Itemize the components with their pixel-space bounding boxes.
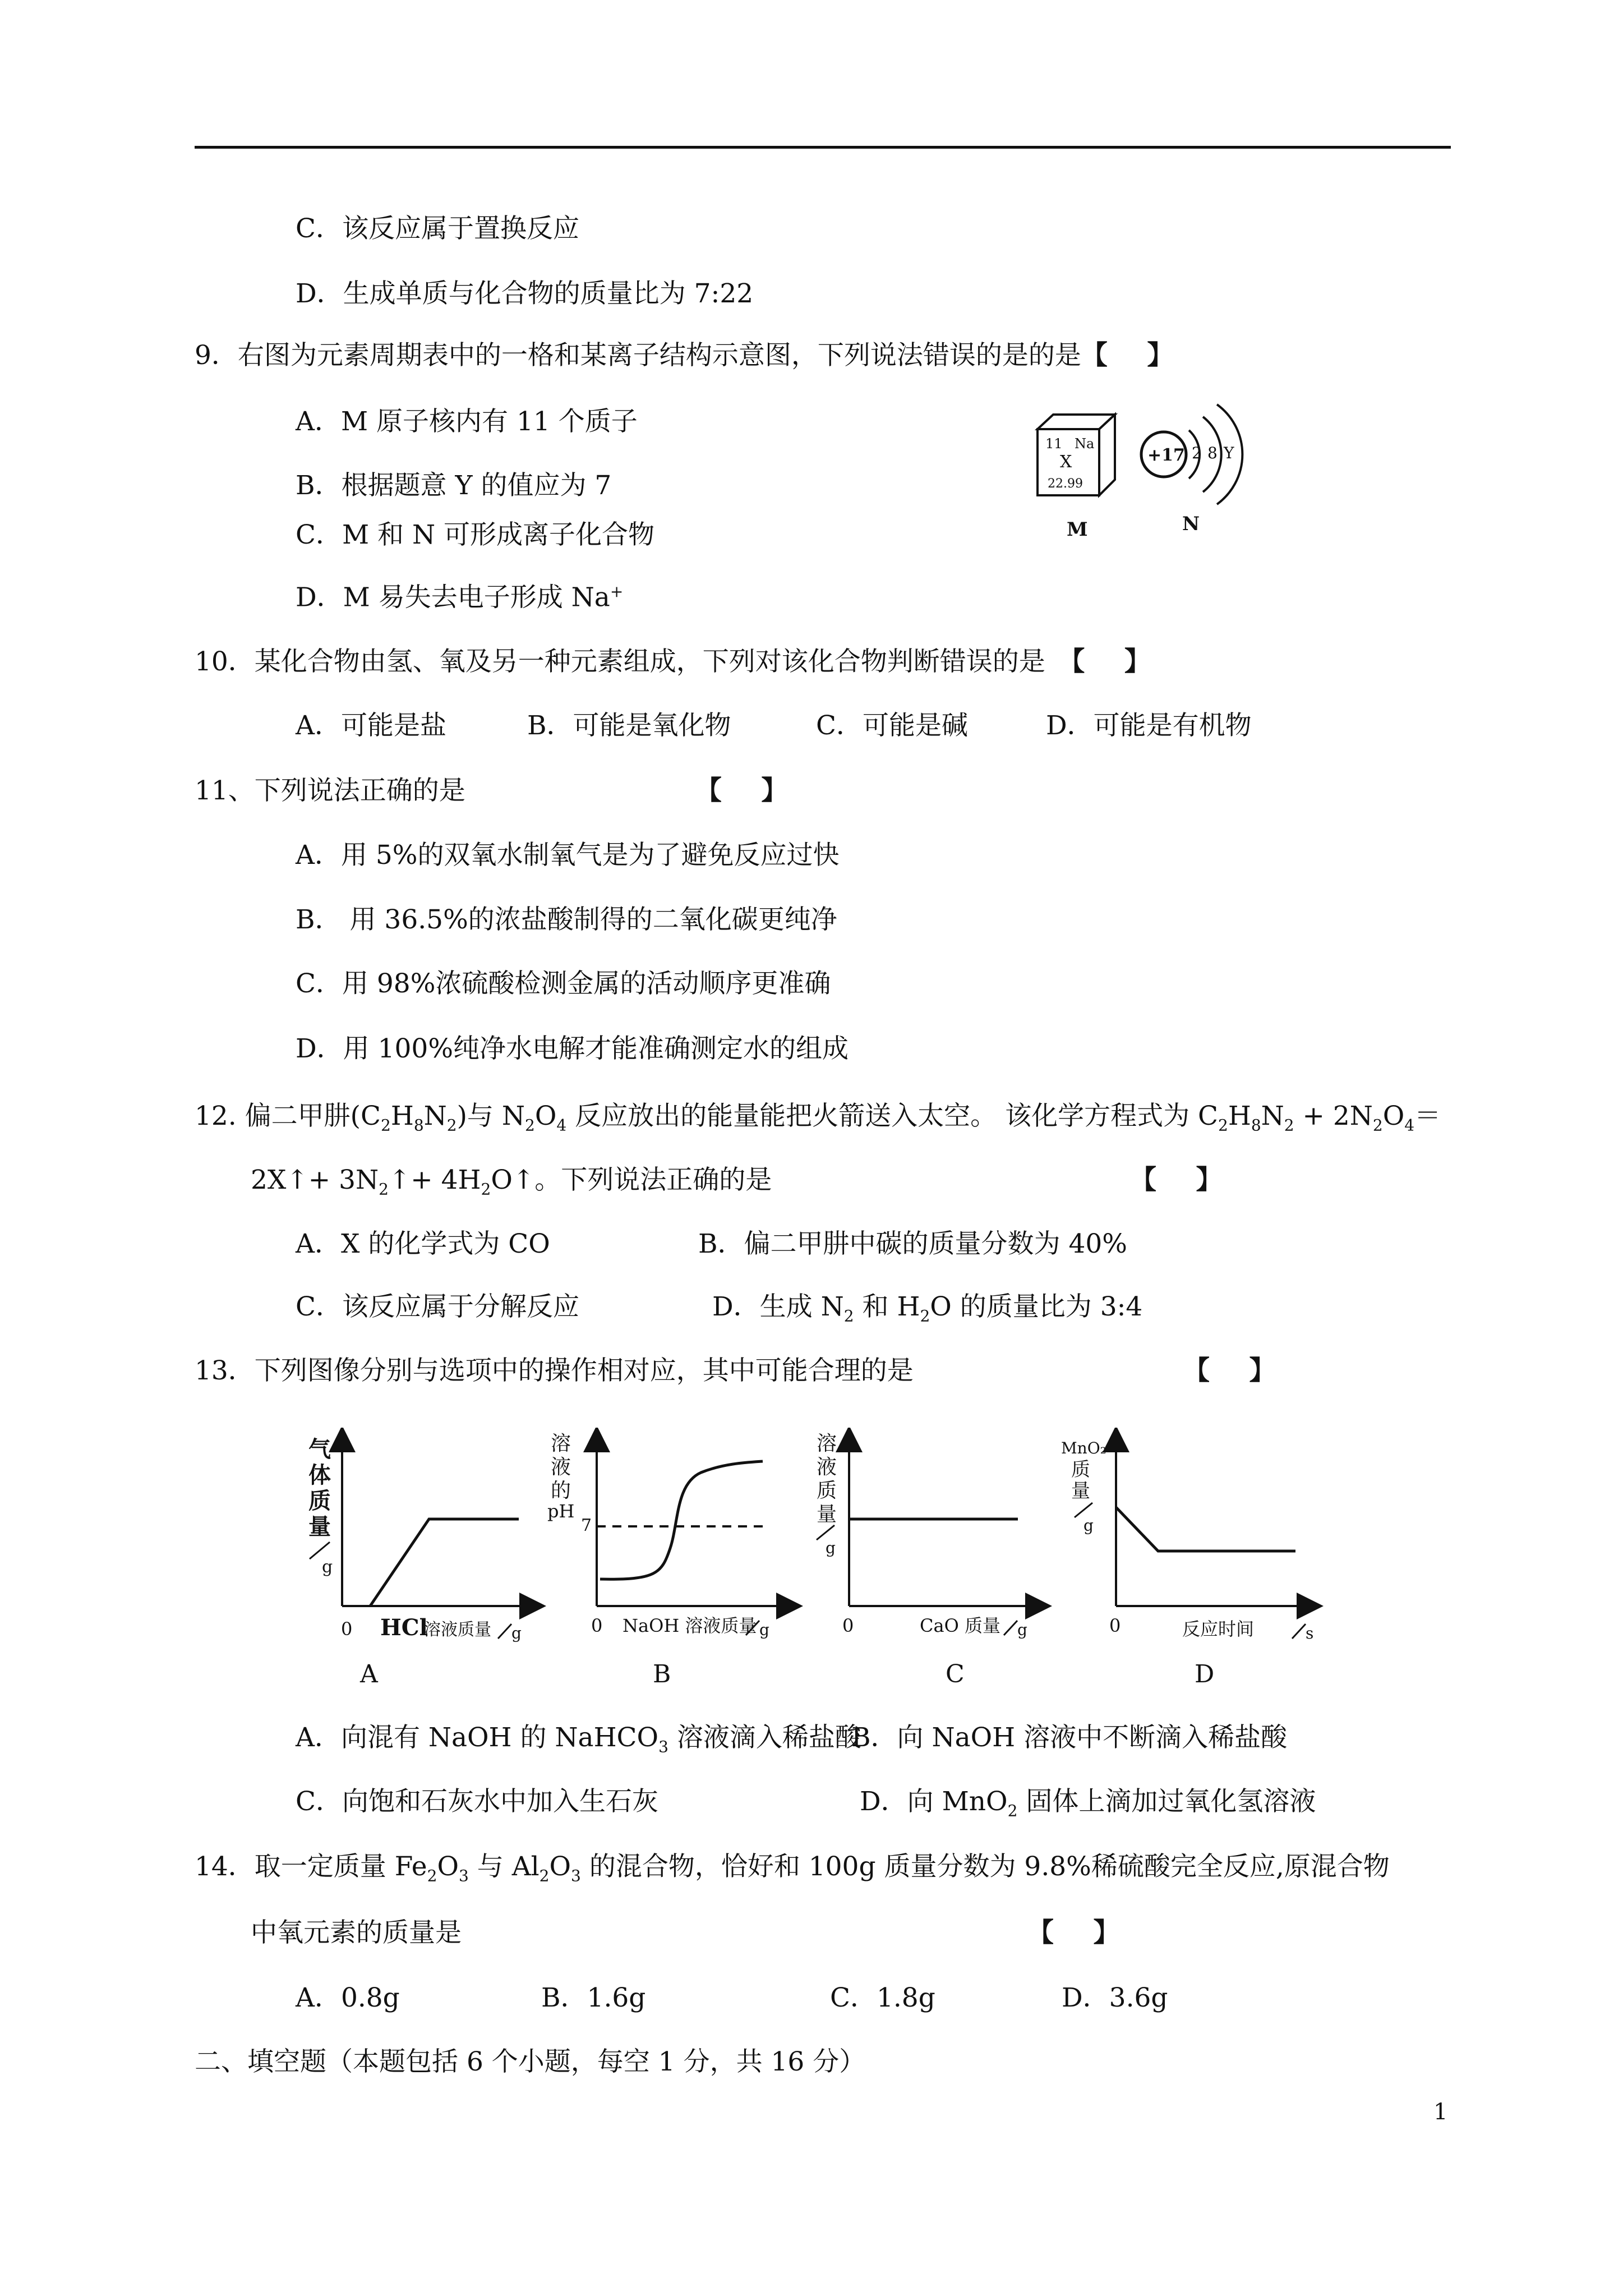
q11-option-b: B． 用 36.5%的浓盐酸制得的二氧化碳更纯净: [296, 904, 837, 935]
q10-option-a: A．可能是盐: [296, 710, 446, 741]
q12-option-a: A．X 的化学式为 CO: [296, 1228, 550, 1259]
q9-option-d: D．M 易失去电子形成 Na+: [296, 582, 624, 613]
q12-answer-bracket: 【 】: [1130, 1165, 1223, 1195]
shell-2-count: 8: [1207, 444, 1218, 462]
svg-text:液: 液: [551, 1456, 571, 1479]
q8-option-c: C．该反应属于置换反应: [296, 213, 579, 244]
q10-option-b: B．可能是氧化物: [527, 710, 731, 741]
graph-b-curve: [600, 1461, 763, 1579]
ion-structure: [1141, 404, 1242, 504]
q9-option-a: A．M 原子核内有 11 个质子: [296, 406, 638, 437]
svg-text:质: 质: [308, 1488, 331, 1514]
q14-option-b: B．1.6g: [541, 1982, 646, 2013]
graph-a-curve: [370, 1519, 519, 1606]
svg-text:g: g: [511, 1624, 522, 1642]
svg-text:的: 的: [551, 1479, 571, 1502]
svg-text:A: A: [360, 1660, 378, 1688]
svg-text:0: 0: [341, 1618, 353, 1640]
cell-number: 11: [1045, 436, 1063, 452]
svg-text:D: D: [1195, 1660, 1215, 1688]
q13-option-c: C．向饱和石灰水中加入生石灰: [296, 1786, 658, 1817]
q12-option-c: C．该反应属于分解反应: [296, 1291, 579, 1322]
header-rule: [195, 146, 1451, 149]
q9-stem: 9．右图为元素周期表中的一格和某离子结构示意图，下列说法错误的是的是【 】: [195, 340, 1174, 371]
svg-text:0: 0: [842, 1615, 854, 1636]
page-number: 1: [1433, 2099, 1448, 2125]
q13-stem: 13．下列图像分别与选项中的操作相对应，其中可能合理的是: [195, 1355, 914, 1386]
svg-text:液: 液: [817, 1456, 837, 1479]
nucleus-charge: +17: [1147, 445, 1185, 465]
svg-text:HCl: HCl: [380, 1614, 428, 1641]
svg-text:量: 量: [817, 1503, 837, 1526]
svg-text:质: 质: [1071, 1458, 1090, 1481]
q10-option-d: D．可能是有机物: [1046, 710, 1252, 741]
q10-stem: 10．某化合物由氢、氧及另一种元素组成，下列对该化合物判断错误的是 【 】: [195, 646, 1151, 677]
svg-text:NaOH 溶液质量: NaOH 溶液质量: [623, 1615, 757, 1636]
q13-option-b: B．向 NaOH 溶液中不断滴入稀盐酸: [851, 1722, 1288, 1753]
svg-text:g: g: [322, 1557, 333, 1577]
shell-1-count: 2: [1192, 444, 1202, 462]
svg-text:溶液质量: 溶液质量: [424, 1620, 491, 1640]
q11-option-c: C．用 98%浓硫酸检测金属的活动顺序更准确: [296, 968, 831, 999]
svg-text:气: 气: [308, 1436, 331, 1462]
cell-symbol: Na: [1075, 436, 1095, 452]
q14-line2: 中氧元素的质量是: [251, 1917, 462, 1948]
q14-option-c: C．1.8g: [830, 1982, 935, 2013]
svg-text:0: 0: [1109, 1615, 1121, 1636]
svg-text:pH: pH: [547, 1501, 575, 1522]
q14-answer-bracket: 【 】: [1027, 1917, 1120, 1948]
graph-b: [547, 1432, 790, 1688]
svg-text:C: C: [946, 1660, 965, 1688]
svg-text:量: 量: [308, 1513, 331, 1540]
svg-text:量: 量: [1071, 1480, 1090, 1502]
graph-c: [817, 1432, 1039, 1688]
q11-option-a: A．用 5%的双氧水制氧气是为了避免反应过快: [296, 840, 840, 871]
section-2-heading: 二、填空题（本题包括 6 个小题，每空 1 分，共 16 分）: [195, 2046, 866, 2077]
q13-graphs: [297, 1428, 1324, 1691]
q12-line1: 12. 偏二甲肼$(C_2H_8N_2)$与 $N_2O_4$ 反应放出的能量能把火箭送入太空。 该化学方程式为 $C_2H_8N_2 + 2N_2O_4=$: [195, 1101, 1441, 1135]
q9-option-b: B．根据题意 Y 的值应为 7: [296, 470, 612, 501]
q13-answer-bracket: 【 】: [1183, 1355, 1276, 1386]
svg-text:g: g: [759, 1621, 769, 1639]
periodic-table-cell: [1038, 415, 1115, 495]
q12-line2: 2X↑+ $3N_2↑+$ $4H_2O↑$。下列说法正确的是: [251, 1165, 772, 1199]
svg-text:质: 质: [817, 1479, 837, 1502]
graph-d-curve: [1116, 1507, 1295, 1551]
q14-option-a: A．0.8g: [296, 1982, 400, 2013]
q9-figure: [1021, 395, 1279, 547]
q9-option-c: C．M 和 N 可形成离子化合物: [296, 519, 655, 550]
label-m: M: [1067, 518, 1088, 541]
q13-option-d: D．向 MnO$_2$ 固体上滴加过氧化氢溶液: [860, 1786, 1316, 1820]
svg-text:0: 0: [591, 1615, 603, 1636]
q12-option-d: D．生成 $N_2$ 和 $H_2O$ 的质量比为 3:4: [712, 1291, 1143, 1326]
svg-text:s: s: [1306, 1624, 1314, 1642]
q12-option-b: B．偏二甲肼中碳的质量分数为 40%: [698, 1228, 1127, 1259]
svg-text:CaO 质量: CaO 质量: [920, 1615, 1000, 1636]
svg-text:g: g: [1017, 1621, 1027, 1639]
svg-text:MnO₂: MnO₂: [1061, 1439, 1106, 1457]
cell-mass: 22.99: [1048, 477, 1083, 491]
graph-a: [308, 1436, 533, 1688]
q11-option-d: D．用 100%纯净水电解才能准确测定水的组成: [296, 1033, 849, 1064]
svg-text:B: B: [653, 1660, 671, 1688]
q8-option-d: D．生成单质与化合物的质量比为 7:22: [296, 278, 754, 309]
svg-text:g: g: [826, 1539, 836, 1557]
svg-text:g: g: [1083, 1516, 1094, 1535]
cell-name: X: [1060, 452, 1072, 472]
label-n: N: [1182, 513, 1200, 535]
svg-text:7: 7: [581, 1516, 592, 1535]
q13-option-a: A．向混有 NaOH 的 NaHCO$_3$ 溶液滴入稀盐酸: [296, 1722, 861, 1756]
svg-text:反应时间: 反应时间: [1182, 1618, 1255, 1640]
svg-text:溶: 溶: [817, 1432, 837, 1455]
svg-text:溶: 溶: [551, 1432, 571, 1455]
graph-d: [1061, 1439, 1313, 1688]
svg-text:体: 体: [308, 1462, 331, 1488]
q11-stem: 11、下列说法正确的是 【 】: [195, 775, 788, 806]
shell-3-count: Y: [1224, 444, 1234, 462]
q10-option-c: C．可能是碱: [816, 710, 968, 741]
q14-line1: 14．取一定质量 $Fe_2O_3$ 与 $Al_2O_3$ 的混合物，恰好和 100g 质量分数为 9.8%稀硫酸完全反应,原混合物: [195, 1851, 1390, 1885]
q14-option-d: D．3.6g: [1062, 1982, 1168, 2013]
